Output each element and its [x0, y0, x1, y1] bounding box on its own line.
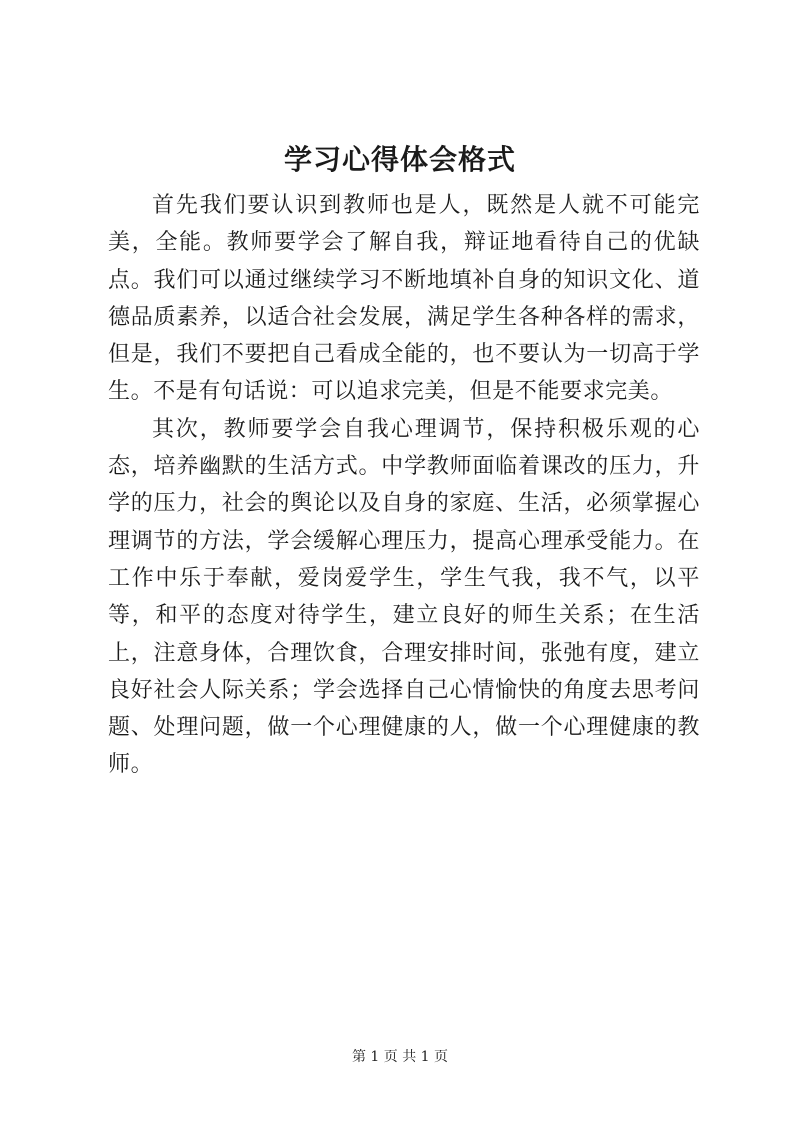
page-footer: 第 1 页 共 1 页 — [351, 1049, 449, 1065]
document-title: 学习心得体会格式 — [283, 143, 516, 176]
paragraph-2: 其次，教师要学会自我心理调节，保持积极乐观的心态，培养幽默的生活方式。中学教师面临着课改的压力，升学的压力，社会的舆论以及自身的家庭、生活，必须掌握心理调节的方法，学会缓解心理压力，提高心理承受能力。在工作中乐于奉献，爱岗爱学生，学生气我，我不气，以平等，和平的态度对待学生，建立良好的师生关系；在生活上，注意身体，合理饮食，合理安排时间，张弛有度，建立良好社会人际关系；学会选择自己心情愉快的角度去思考问题、处理问题，做一个心理健康的人，做一个心理健康的教师。 — [108, 416, 700, 778]
paragraph-1: 首先我们要认识到教师也是人，既然是人就不可能完美，全能。教师要学会了解自我，辩证地看待自己的优缺点。我们可以通过继续学习不断地填补自身的知识文化、道德品质素养，以适合社会发展，满足学生各种各样的需求，但是，我们不要把自己看成全能的，也不要认为一切高于学生。不是有句话说：可以追求完美，但是不能要求完美。 — [108, 193, 700, 405]
document-body — [108, 187, 700, 784]
